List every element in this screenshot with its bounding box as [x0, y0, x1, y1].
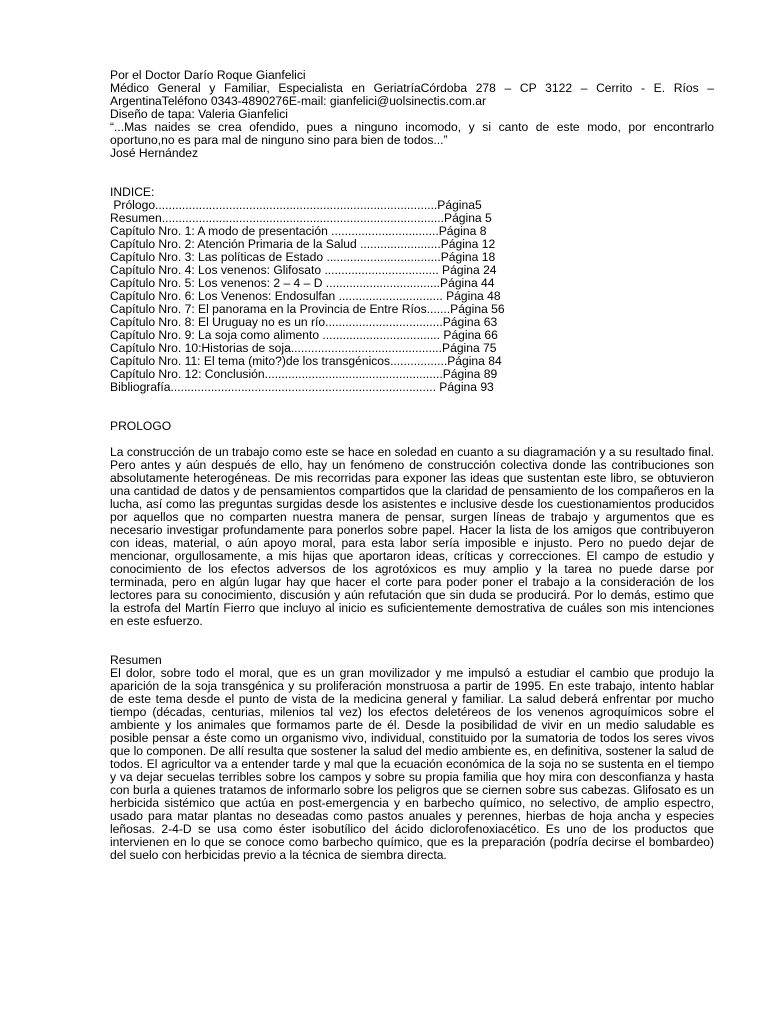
- index-entry: Capítulo Nro. 4: Los venenos: Glifosato .................................. Página 24: [110, 264, 497, 277]
- prologue-heading: PROLOGO: [110, 419, 172, 433]
- index-list: [110, 199, 714, 394]
- index-entry: Capítulo Nro. 6: Los Venenos: Endosulfan ............................... Página 48: [110, 290, 501, 303]
- index-entry: Capítulo Nro. 2: Atención Primaria de la Salud ........................Página 12: [110, 238, 496, 251]
- epigraph-quote: “...Mas naides se crea ofendido, pues a ninguno incomodo, y si canto de este modo, por encontrarlo oportuno,no es para mal de ninguno sino para bien de todos...”: [110, 120, 714, 147]
- document-page: [110, 69, 714, 862]
- index-entry: Capítulo Nro. 3: Las políticas de Estado ..................................Página 18: [110, 251, 496, 264]
- index-entry: Capítulo Nro. 5: Los venenos: 2 – 4 – D ..................................Página 44: [110, 277, 495, 290]
- index-entry: Prólogo....................................................................................Página5: [110, 199, 482, 212]
- prologue-body: La construcción de un trabajo como este se hace en soledad en cuanto a su diagramación y a su resultado final. Pero antes y aún después de ello, hay un fenómeno de construcción colectiva donde las contribuciones son absolutamente heterogéneas. De mis recorridas para exponer las ideas que sustentan este libro, se obtuvieron una cantidad de datos y de pensamientos compartidos que la claridad de pensamiento de los compañeros en la lucha, así como las preguntas surgidas desde los asistentes e inclusive desde los cuestionamientos producidos por aquellos que no comparten nuestra manera de pensar, surgen líneas de trabajo y argumentos que es necesario investigar profundamente para ponerlos sobre papel. Hacer la lista de los amigos que contribuyeron con ideas, material, o aún apoyo moral, para esta labor sería imposible e injusto. Pero no puedo dejar de mencionar, orgullosamente, a mis hijas que aportaron ideas, críticas y correcciones. El campo de estudio y conocimiento de los efectos adversos de los agrotóxicos es muy amplio y la tarea no puede darse por terminada, pero en algún lugar hay que hacer el corte para poder poner el trabajo a la consideración de los lectores para su conocimiento, discusión y aún refutación que sin duda se producirá. Por lo demás, estimo que la estrofa del Martín Fierro que incluyo al inicio es suficientemente demostrativa de cuáles son mis intenciones en este esfuerzo.: [110, 445, 714, 628]
- index-entry: Capítulo Nro. 1: A modo de presentación ................................Página 8: [110, 225, 487, 238]
- author-line: Por el Doctor Darío Roque Gianfelici: [110, 68, 306, 82]
- index-entry: Capítulo Nro. 12: Conclusión.....................................................Página 89: [110, 368, 498, 381]
- index-heading: INDICE:: [110, 185, 155, 199]
- cover-design-credit: Diseño de tapa: Valeria Gianfelici: [110, 107, 288, 121]
- index-entry: Capítulo Nro. 7: El panorama en la Provincia de Entre Ríos.......Página 56: [110, 303, 505, 316]
- author-credentials: Médico General y Familiar, Especialista en GeriatríaCórdoba 278 – CP 3122 – Cerrito - E. Ríos – ArgentinaTeléfono 0343-4890276E-mail: gianfelici@uolsinectis.com.ar: [110, 81, 714, 108]
- index-entry: Bibliografía............................................................................... Página 93: [110, 381, 494, 394]
- index-entry: Capítulo Nro. 11: El tema (mito?)de los transgénicos.................Página 84: [110, 355, 502, 368]
- epigraph-author: José Hernández: [110, 146, 199, 160]
- index-entry: Capítulo Nro. 9: La soja como alimento ................................... Página 66: [110, 329, 498, 342]
- summary-body: El dolor, sobre todo el moral, que es un gran movilizador y me impulsó a estudiar el cambio que produjo la aparición de la soja transgénica y su proliferación monstruosa a partir de 1995. En este trabajo, intento hablar de este tema desde el punto de vista de la medicina general y familiar. La salud deberá enfrentar por mucho tiempo (décadas, centurias, milenios tal vez) los efectos deletéreos de los venenos agroquímicos sobre el ambiente y los animales que formamos parte de él. Desde la posibilidad de vivir en un medio saludable es posible pensar a éste como un organismo vivo, individual, constituido por la sumatoria de todos los seres vivos que lo componen. De allí resulta que sostener la salud del medio ambiente es, en definitiva, sostener la salud de todos. El agricultor va a entender tarde y mal que la ecuación económica de la soja no se sustenta en el tiempo y va dejar secuelas terribles sobre los campos y sobre su propia familia que hoy mira con desconfianza y hasta con burla a quienes tratamos de informarlo sobre los peligros que se ciernen sobre sus cabezas. Glifosato es un herbicida sistémico que actúa en post-emergencia y en barbecho químico, no selectivo, de amplio espectro, usado para matar plantas no deseadas como pastos anuales y perennes, hierbas de hoja ancha y especies leñosas. 2-4-D se usa como éster isobutílico del ácido diclorofenoxiacético. Es uno de los productos que intervienen en lo que se conoce como barbecho químico, que es la preparación (podría decirse el bombardeo) del suelo con herbicidas previo a la técnica de siembra directa.: [110, 666, 714, 862]
- index-entry: Capítulo Nro. 10:Historias de soja.............................................Página 75: [110, 342, 497, 355]
- index-entry: Resumen....................................................................................Página 5: [110, 212, 492, 225]
- summary-heading: Resumen: [110, 653, 162, 667]
- index-entry: Capítulo Nro. 8: El Uruguay no es un río...................................Página 63: [110, 316, 498, 329]
